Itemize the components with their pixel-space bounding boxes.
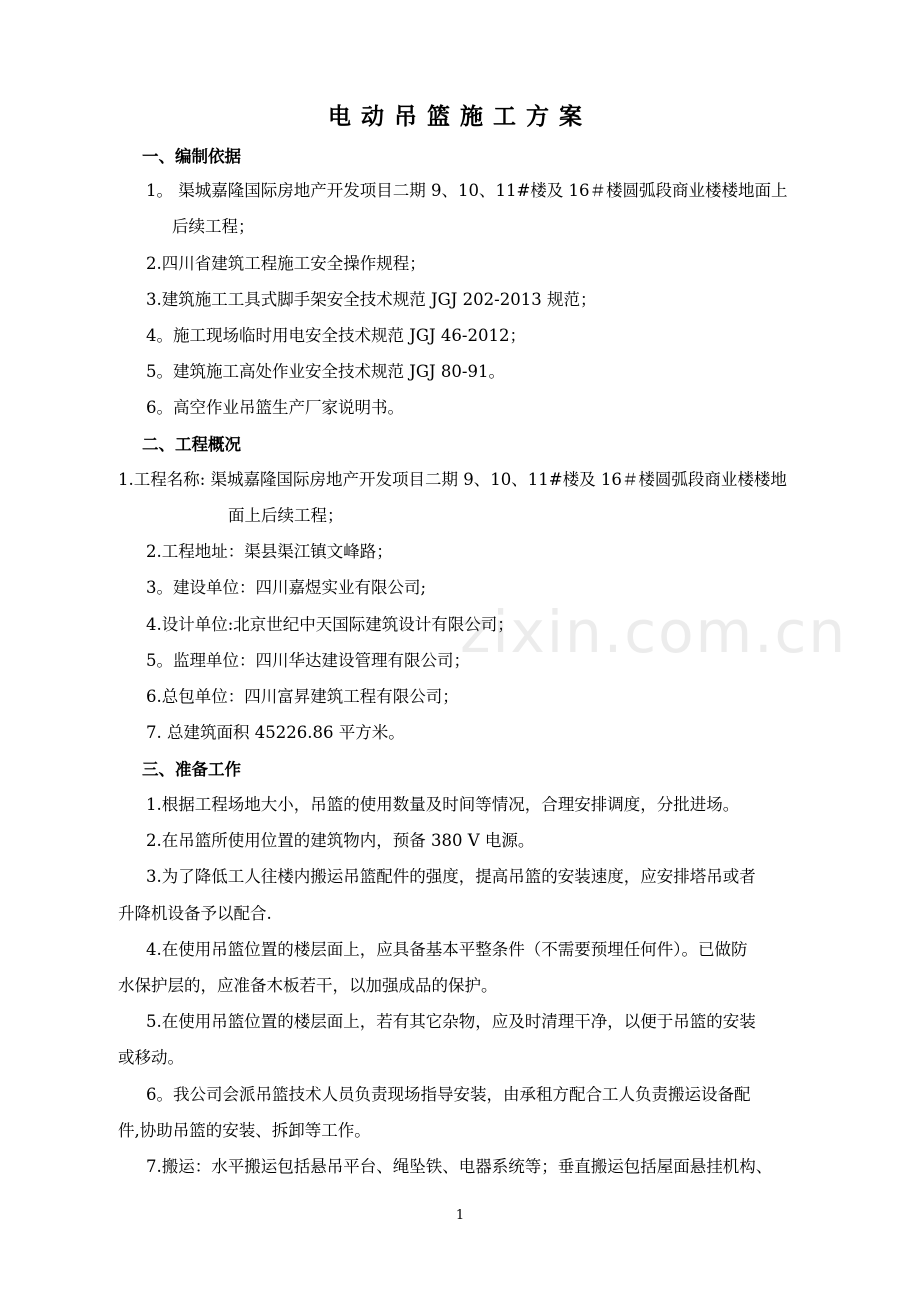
section-line: 面上后续工程； bbox=[228, 506, 344, 525]
section-line: 2.工程地址：渠县渠江镇文峰路； bbox=[146, 542, 393, 561]
section-line: 6.总包单位：四川富昇建筑工程有限公司； bbox=[146, 687, 459, 706]
section-line: 5.在使用吊篮位置的楼层面上，若有其它杂物，应及时清理干净，以便于吊篮的安装 bbox=[146, 1012, 756, 1031]
section-line: 4.设计单位:北京世纪中天国际建筑设计有限公司； bbox=[146, 615, 514, 634]
section-line: 5。建筑施工高处作业安全技术规范 JGJ 80-91。 bbox=[146, 362, 505, 381]
section-line: 7. 总建筑面积 45226.86 平方米。 bbox=[146, 723, 405, 742]
section-line: 6。高空作业吊篮生产厂家说明书。 bbox=[146, 398, 404, 417]
section-line: 2.在吊篮所使用位置的建筑物内，预备 380 V 电源。 bbox=[146, 831, 535, 850]
section-line: 后续工程； bbox=[172, 217, 255, 236]
section-line: 水保护层的，应准备木板若干，以加强成品的保护。 bbox=[118, 976, 498, 995]
section-heading: 三、准备工作 bbox=[142, 760, 241, 779]
section-line: 1。 渠城嘉隆国际房地产开发项目二期 9、10、11#楼及 16＃楼圆弧段商业楼楼地面上 bbox=[146, 181, 788, 200]
section-line: 5。监理单位：四川华达建设管理有限公司； bbox=[146, 651, 470, 670]
section-line: 或移动。 bbox=[118, 1048, 184, 1067]
section-line: 2.四川省建筑工程施工安全操作规程； bbox=[146, 254, 426, 273]
watermark: zixin.com.cn bbox=[460, 598, 848, 666]
section-line: 4。施工现场临时用电安全技术规范 JGJ 46-2012； bbox=[146, 326, 526, 345]
section-line: 7.搬运：水平搬运包括悬吊平台、绳坠铁、电器系统等；垂直搬运包括屋面悬挂机构、 bbox=[146, 1157, 773, 1176]
section-line: 4.在使用吊篮位置的楼层面上，应具备基本平整条件（不需要预埋任何件）。已做防 bbox=[146, 940, 748, 959]
document-title: 电动吊篮施工方案 bbox=[328, 104, 592, 130]
section-line: 1.根据工程场地大小，吊篮的使用数量及时间等情况，合理安排调度，分批进场。 bbox=[146, 795, 740, 814]
page-number: 1 bbox=[455, 1208, 465, 1223]
section-line: 1.工程名称: 渠城嘉隆国际房地产开发项目二期 9、10、11#楼及 16＃楼圆弧段商业楼楼地 bbox=[118, 470, 787, 489]
section-line: 升降机设备予以配合. bbox=[118, 904, 272, 923]
section-heading: 一、编制依据 bbox=[142, 147, 241, 166]
section-heading: 二、工程概况 bbox=[142, 435, 241, 454]
section-line: 3.建筑施工工具式脚手架安全技术规范 JGJ 202-2013 规范； bbox=[146, 290, 597, 309]
section-line: 件,协助吊篮的安装、拆卸等工作。 bbox=[118, 1121, 371, 1140]
section-line: 3。建设单位：四川嘉煜实业有限公司; bbox=[146, 578, 427, 597]
section-line: 3.为了降低工人往楼内搬运吊篮配件的强度，提高吊篮的安装速度，应安排塔吊或者 bbox=[146, 867, 756, 886]
section-line: 6。我公司会派吊篮技术人员负责现场指导安装，由承租方配合工人负责搬运设备配 bbox=[146, 1085, 751, 1104]
